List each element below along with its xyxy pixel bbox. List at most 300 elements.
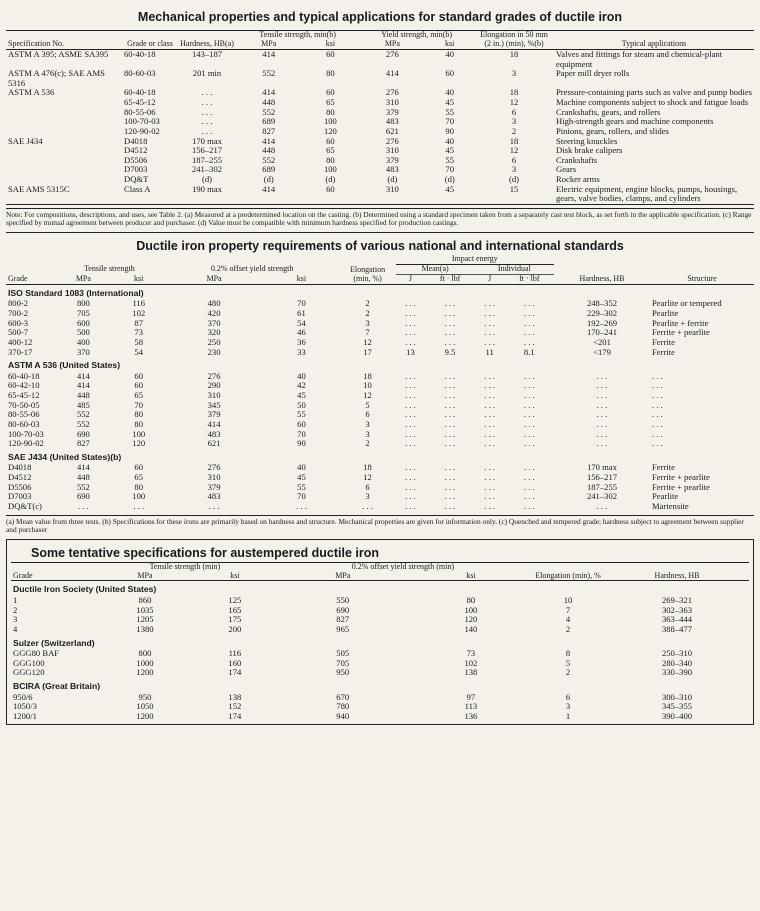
impact-mean-ftlbf-cell: . . .: [444, 317, 456, 328]
tensile-mpa-cell: 705: [76, 308, 90, 319]
elongation-cell: 12: [363, 336, 372, 347]
group-heading: ASTM A 536 (United States): [8, 360, 121, 371]
elongation-cell: 2: [565, 623, 571, 634]
tensile-ksi-cell: 80: [326, 154, 335, 165]
yield-mpa-cell: 550: [336, 595, 350, 606]
hardness-cell: 388–477: [661, 623, 693, 634]
hardness-cell: . . .: [596, 428, 608, 439]
impact-indiv-j-cell: . . .: [484, 370, 496, 381]
impact-indiv-j-cell: . . .: [484, 500, 496, 511]
elongation-cell: 18: [509, 87, 519, 98]
spec-cell: [6, 98, 122, 108]
yield-ksi-cell: 40: [297, 462, 306, 473]
spec-cell: ASTM A 395; ASME SA395: [8, 48, 109, 59]
yield-ksi-cell: 55: [445, 106, 455, 117]
group-heading: SAE J434 (United States)(b): [8, 451, 122, 462]
yield-ksi-cell: 97: [466, 691, 476, 702]
table1-note: Note: For compositions, descriptions, and uses, see Table 2. (a) Measured at a predetermined location on the casting. (b) Determined using a standard specimen taken from a separately cast test block, as set forth in the applicable specification. (c) Range specified by mutual agreement between producer and purchaser. (d) Value must be compatible with minimum hardness specified for production castings.: [6, 208, 754, 228]
table-row: [6, 348, 754, 358]
grade-cell: 65-45-12: [124, 97, 156, 108]
application-cell: Steering knuckles: [556, 135, 618, 146]
tensile-mpa-cell: 827: [76, 438, 90, 449]
impact-indiv-ftlbf-cell: . . .: [523, 491, 535, 502]
impact-mean-j-cell: . . .: [405, 370, 416, 381]
structure-cell: . . .: [652, 380, 663, 391]
impact-mean-ftlbf-cell: . . .: [444, 298, 456, 309]
structure-cell: Pearlite: [652, 491, 679, 502]
grade-cell: 950/6: [13, 691, 33, 702]
yield-ksi-cell: 138: [464, 667, 478, 678]
grade-cell: 100-70-03: [8, 428, 44, 439]
table-row: [6, 430, 754, 440]
table2-header-ys-ksi: ksi: [296, 273, 307, 283]
application-cell: Electric equipment, engine blocks, pumps, housings, gears, valve bodies, clamps, and cylinders: [556, 183, 738, 204]
yield-ksi-cell: 70: [297, 428, 306, 439]
structure-cell: Ferrite: [652, 346, 675, 357]
impact-mean-ftlbf-cell: . . .: [444, 428, 456, 439]
table2-header-hardness: Hardness, HB: [579, 273, 625, 283]
table-row: [6, 49, 754, 69]
tensile-ksi-cell: 80: [326, 106, 335, 117]
tensile-mpa-cell: 827: [262, 125, 276, 136]
table-row: [11, 625, 749, 635]
impact-indiv-ftlbf-cell: . . .: [523, 370, 535, 381]
tensile-ksi-cell: 80: [134, 409, 144, 420]
hardness-cell: 241–302: [191, 164, 223, 175]
tensile-ksi-cell: 60: [326, 183, 335, 194]
grade-cell: 60-40-18: [124, 48, 156, 59]
grade-cell: DQ&T(c): [8, 500, 42, 511]
spec-cell: [6, 156, 122, 166]
hardness-cell: 300–310: [661, 691, 693, 702]
hardness-cell: . . .: [596, 438, 608, 449]
impact-indiv-j-cell: . . .: [484, 491, 496, 502]
yield-mpa-cell: 379: [207, 481, 221, 492]
table2-header-indiv-j: J: [488, 273, 492, 283]
table-row: [6, 473, 754, 483]
tensile-ksi-cell: 174: [228, 667, 242, 678]
hardness-cell: 187–255: [191, 154, 223, 165]
grade-cell: 80-60-03: [124, 68, 156, 79]
tensile-mpa-cell: 1200: [136, 710, 154, 721]
impact-indiv-j-cell: . . .: [484, 336, 496, 347]
hardness-cell: (d): [201, 174, 213, 185]
yield-mpa-cell: 950: [336, 667, 350, 678]
impact-indiv-ftlbf-cell: . . .: [523, 418, 535, 429]
table3-header-ys-ksi: ksi: [466, 570, 476, 580]
yield-ksi-cell: 60: [297, 418, 306, 429]
hardness-cell: . . .: [596, 399, 608, 410]
impact-mean-ftlbf-cell: . . .: [444, 472, 456, 483]
hardness-cell: 156–217: [191, 145, 223, 156]
elongation-cell: 18: [363, 462, 372, 473]
elongation-cell: 3: [365, 428, 370, 439]
group-row: [11, 635, 749, 650]
yield-mpa-cell: 345: [207, 399, 221, 410]
hardness-cell: 170–241: [586, 327, 618, 338]
tensile-mpa-cell: 860: [138, 595, 152, 606]
grade-cell: 80-60-03: [8, 418, 40, 429]
impact-indiv-ftlbf-cell: . . .: [523, 472, 535, 483]
grade-cell: 60-40-18: [8, 370, 40, 381]
table3-header-tensile: Tensile strength (min): [149, 561, 221, 571]
yield-mpa-cell: 276: [385, 135, 399, 146]
grade-cell: GGG100: [13, 657, 45, 668]
yield-ksi-cell: 70: [445, 164, 455, 175]
tensile-mpa-cell: 414: [262, 48, 276, 59]
yield-ksi-cell: 50: [297, 399, 306, 410]
yield-ksi-cell: 40: [445, 87, 455, 98]
tensile-ksi-cell: 120: [323, 125, 337, 136]
yield-mpa-cell: 827: [336, 614, 350, 625]
spec-cell: [6, 146, 122, 156]
hardness-cell: 302–363: [661, 604, 693, 615]
table-row: [11, 649, 749, 659]
yield-ksi-cell: 42: [297, 380, 306, 391]
application-cell: Machine components subject to shock and fatigue loads: [556, 97, 749, 108]
grade-cell: 80-55-06: [124, 106, 156, 117]
impact-mean-j-cell: . . .: [405, 399, 416, 410]
table-row: [6, 492, 754, 502]
tensile-ksi-cell: 80: [134, 481, 144, 492]
table-row: [6, 372, 754, 382]
hardness-cell: . . .: [596, 370, 608, 381]
table-row: [6, 156, 754, 166]
table1-header-hardness: Hardness, HB(a): [180, 38, 234, 48]
table3-header-ys-mpa: MPa: [335, 570, 351, 580]
elongation-cell: 6: [511, 154, 517, 165]
yield-mpa-cell: 940: [336, 710, 350, 721]
tensile-mpa-cell: 414: [262, 135, 276, 146]
hardness-cell: . . .: [596, 390, 608, 401]
impact-indiv-j-cell: . . .: [484, 438, 496, 449]
yield-ksi-cell: 55: [445, 154, 455, 165]
grade-cell: 100-70-03: [124, 116, 160, 127]
yield-ksi-cell: 55: [297, 481, 306, 492]
elongation-cell: 2: [565, 667, 571, 678]
impact-mean-j-cell: . . .: [405, 491, 416, 502]
impact-indiv-j-cell: . . .: [484, 390, 496, 401]
table2-header-mean-j: J: [408, 273, 413, 283]
yield-ksi-cell: 113: [464, 701, 478, 712]
yield-mpa-cell: 480: [207, 298, 221, 309]
yield-mpa-cell: 505: [336, 648, 350, 659]
spec-cell: SAE J434: [8, 135, 43, 146]
table1-header-yield: Yield strength, min(b): [381, 30, 453, 39]
yield-mpa-cell: 414: [207, 418, 221, 429]
hardness-cell: 248–352: [586, 298, 618, 309]
table-row: [11, 712, 749, 722]
tensile-ksi-cell: 138: [228, 691, 242, 702]
tensile-ksi-cell: 65: [134, 472, 144, 483]
impact-indiv-ftlbf-cell: . . .: [523, 336, 535, 347]
table1-header-ts-mpa: MPa: [261, 38, 277, 48]
table-row: [11, 702, 749, 712]
tensile-mpa-cell: 414: [76, 380, 90, 391]
table2-header-mean: Mean(a): [396, 264, 475, 274]
table2-header-mean-ftlbf: ft · lbf: [439, 273, 461, 283]
yield-mpa-cell: 276: [207, 462, 221, 473]
elongation-cell: 12: [509, 145, 519, 156]
table2-header-grade: Grade: [8, 273, 28, 283]
impact-mean-j-cell: . . .: [405, 317, 416, 328]
grade-cell: 500-7: [8, 327, 29, 338]
grade-cell: D4018: [124, 135, 148, 146]
structure-cell: Ferrite: [652, 462, 675, 473]
yield-mpa-cell: 290: [207, 380, 221, 391]
table3-header-ts-mpa: MPa: [137, 570, 153, 580]
elongation-cell: 6: [365, 409, 370, 420]
yield-ksi-cell: 45: [445, 97, 455, 108]
hardness-cell: 170 max: [192, 135, 222, 146]
tensile-mpa-cell: 1380: [136, 623, 154, 634]
table2: [6, 255, 754, 512]
grade-cell: D7003: [8, 491, 32, 502]
impact-mean-ftlbf-cell: . . .: [444, 438, 456, 449]
impact-indiv-j-cell: 11: [485, 346, 494, 357]
hardness-cell: 170 max: [587, 462, 617, 473]
tensile-mpa-cell: 448: [262, 145, 276, 156]
tensile-mpa-cell: 370: [76, 346, 90, 357]
tensile-mpa-cell: (d): [263, 174, 274, 185]
yield-mpa-cell: 414: [385, 68, 399, 79]
hardness-cell: . . .: [201, 125, 213, 136]
grade-cell: 700-2: [8, 308, 29, 319]
structure-cell: . . .: [652, 390, 663, 401]
tensile-ksi-cell: 80: [134, 418, 144, 429]
hardness-cell: <201: [593, 336, 611, 347]
yield-ksi-cell: 102: [464, 657, 478, 668]
tensile-ksi-cell: 73: [134, 327, 144, 338]
yield-mpa-cell: 310: [385, 145, 399, 156]
grade-cell: 120-90-02: [8, 438, 44, 449]
table-row: [6, 502, 754, 512]
yield-mpa-cell: 483: [207, 428, 221, 439]
impact-indiv-ftlbf-cell: . . .: [523, 462, 535, 473]
tensile-mpa-cell: 800: [138, 648, 152, 659]
table-row: [6, 328, 754, 338]
table2-body: [6, 284, 754, 511]
yield-ksi-cell: 46: [297, 327, 306, 338]
yield-mpa-cell: 276: [207, 370, 221, 381]
yield-mpa-cell: 483: [385, 116, 399, 127]
table3-body: [11, 581, 749, 722]
hardness-cell: 192–269: [586, 317, 618, 328]
yield-mpa-cell: 705: [336, 657, 350, 668]
impact-mean-ftlbf-cell: . . .: [444, 409, 456, 420]
impact-indiv-j-cell: . . .: [484, 399, 496, 410]
impact-mean-j-cell: . . .: [405, 336, 416, 347]
tensile-ksi-cell: 70: [134, 399, 144, 410]
grade-cell: 800-2: [8, 298, 29, 309]
yield-mpa-cell: 420: [207, 308, 221, 319]
impact-indiv-ftlbf-cell: . . .: [523, 409, 535, 420]
structure-cell: . . .: [652, 399, 663, 410]
impact-mean-j-cell: . . .: [405, 481, 416, 492]
application-cell: Pressure-containing parts such as valve and pump bodies: [556, 87, 752, 98]
impact-indiv-ftlbf-cell: . . .: [523, 428, 535, 439]
structure-cell: Ferrite + pearlite: [652, 327, 710, 338]
hardness-cell: 250–310: [661, 648, 693, 659]
elongation-cell: (d): [508, 174, 520, 185]
group-heading: Sulzer (Switzerland): [13, 637, 95, 648]
tensile-ksi-cell: 60: [326, 87, 335, 98]
table-row: [6, 185, 754, 205]
elongation-cell: 2: [365, 298, 370, 309]
elongation-cell: 15: [509, 183, 519, 194]
hardness-cell: . . .: [201, 116, 213, 127]
tensile-ksi-cell: . . .: [133, 500, 145, 511]
impact-mean-ftlbf-cell: . . .: [444, 481, 456, 492]
yield-mpa-cell: 690: [336, 604, 350, 615]
grade-cell: Class A: [124, 183, 151, 194]
table1-header-applications: Typical applications: [621, 38, 687, 48]
table3-title: Some tentative specifications for austempered ductile iron: [31, 545, 380, 560]
grade-cell: 120-90-02: [124, 125, 160, 136]
grade-cell: D5506: [8, 481, 32, 492]
tensile-mpa-cell: 800: [76, 298, 90, 309]
yield-mpa-cell: 370: [207, 317, 221, 328]
table2-header-yield: 0.2% offset yield strength: [210, 264, 294, 274]
hardness-cell: . . .: [201, 87, 213, 98]
impact-mean-ftlbf-cell: 9.5: [444, 346, 456, 357]
impact-mean-ftlbf-cell: . . .: [444, 491, 456, 502]
yield-ksi-cell: 120: [464, 614, 478, 625]
elongation-cell: 10: [563, 595, 573, 606]
tensile-ksi-cell: 160: [228, 657, 242, 668]
hardness-cell: 280–340: [661, 657, 693, 668]
table2-header-indiv-ftlbf: ft · lbf: [519, 273, 540, 283]
grade-cell: D4512: [124, 145, 148, 156]
grade-cell: 400-12: [8, 336, 33, 347]
grade-cell: 60-42-10: [8, 380, 40, 391]
hardness-cell: . . .: [596, 500, 608, 511]
table2-header-tensile: Tensile strength: [83, 264, 135, 274]
impact-mean-j-cell: 13: [406, 346, 415, 357]
impact-indiv-ftlbf-cell: . . .: [523, 298, 535, 309]
table3: [11, 562, 749, 722]
table-row: [6, 309, 754, 319]
table-row: [11, 606, 749, 616]
elongation-cell: 18: [509, 135, 519, 146]
impact-indiv-ftlbf-cell: . . .: [523, 438, 535, 449]
grade-cell: 60-40-18: [124, 87, 156, 98]
tensile-ksi-cell: 165: [228, 604, 242, 615]
impact-mean-j-cell: . . .: [405, 298, 416, 309]
tensile-ksi-cell: 58: [134, 336, 144, 347]
yield-ksi-cell: 100: [464, 604, 478, 615]
tensile-mpa-cell: 689: [262, 116, 276, 127]
yield-ksi-cell: 60: [445, 68, 455, 79]
impact-mean-j-cell: . . .: [405, 462, 416, 473]
yield-ksi-cell: 70: [297, 491, 306, 502]
grade-cell: GGG80 BAF: [13, 648, 60, 659]
yield-ksi-cell: 73: [466, 648, 476, 659]
impact-mean-j-cell: . . .: [405, 428, 416, 439]
tensile-mpa-cell: 1200: [136, 667, 154, 678]
tensile-mpa-cell: 500: [76, 327, 90, 338]
structure-cell: Pearlite + ferrite: [652, 317, 709, 328]
tensile-mpa-cell: 400: [76, 336, 90, 347]
spec-cell: ASTM A 476(c); SAE AMS 5316: [8, 68, 105, 88]
grade-cell: 1200/1: [13, 710, 37, 721]
table-row: [6, 391, 754, 401]
impact-mean-j-cell: . . .: [405, 500, 416, 511]
table-row: [6, 319, 754, 329]
grade-cell: 600-3: [8, 317, 29, 328]
table2-title: Ductile iron property requirements of various national and international standards: [6, 232, 754, 253]
elongation-cell: 18: [363, 370, 372, 381]
impact-mean-j-cell: . . .: [405, 418, 416, 429]
structure-cell: Ferrite + pearlite: [652, 472, 710, 483]
tensile-ksi-cell: 100: [323, 116, 337, 127]
yield-mpa-cell: 621: [207, 438, 221, 449]
tensile-ksi-cell: 60: [326, 48, 335, 59]
tensile-ksi-cell: 125: [228, 595, 242, 606]
impact-mean-j-cell: . . .: [405, 380, 416, 391]
impact-mean-ftlbf-cell: . . .: [444, 336, 456, 347]
tensile-ksi-cell: 87: [134, 317, 144, 328]
elongation-cell: 7: [565, 604, 571, 615]
spec-cell: [6, 117, 122, 127]
tensile-mpa-cell: 552: [262, 154, 276, 165]
yield-ksi-cell: 136: [464, 710, 478, 721]
tensile-ksi-cell: 100: [323, 164, 337, 175]
table2-header-structure: Structure: [687, 273, 717, 283]
impact-mean-ftlbf-cell: . . .: [444, 308, 456, 319]
grade-cell: 1050/3: [13, 701, 37, 712]
elongation-cell: 8: [565, 648, 571, 659]
impact-mean-ftlbf-cell: . . .: [444, 327, 456, 338]
yield-ksi-cell: . . .: [296, 500, 307, 511]
elongation-cell: 3: [365, 418, 370, 429]
yield-ksi-cell: 40: [297, 370, 306, 381]
elongation-cell: 3: [565, 701, 571, 712]
impact-indiv-ftlbf-cell: . . .: [523, 317, 535, 328]
tensile-ksi-cell: 116: [132, 298, 146, 309]
impact-mean-j-cell: . . .: [405, 390, 416, 401]
elongation-cell: 3: [365, 317, 370, 328]
application-cell: Paper mill dryer rolls: [556, 68, 630, 79]
elongation-cell: 2: [511, 125, 517, 136]
tensile-mpa-cell: 414: [76, 370, 90, 381]
application-cell: Gears: [556, 164, 577, 175]
tensile-mpa-cell: 448: [76, 472, 90, 483]
group-heading: ISO Standard 1083 (International): [8, 287, 144, 298]
tensile-mpa-cell: 1205: [136, 614, 154, 625]
yield-ksi-cell: 45: [297, 390, 306, 401]
tensile-mpa-cell: 690: [76, 491, 90, 502]
elongation-cell: 5: [565, 657, 571, 668]
yield-mpa-cell: 379: [385, 106, 399, 117]
table3-header-ts-ksi: ksi: [230, 570, 240, 580]
tensile-mpa-cell: 552: [262, 106, 276, 117]
tensile-ksi-cell: 60: [326, 135, 335, 146]
yield-ksi-cell: 80: [466, 595, 476, 606]
tensile-ksi-cell: 174: [228, 710, 242, 721]
yield-mpa-cell: 379: [385, 154, 399, 165]
yield-mpa-cell: 310: [207, 472, 221, 483]
application-cell: Disk brake calipers: [556, 145, 623, 156]
elongation-cell: 3: [511, 68, 517, 79]
table-row: [6, 338, 754, 348]
application-cell: Pinions, gears, rollers, and slides: [556, 125, 669, 136]
grade-cell: 70-50-05: [8, 399, 40, 410]
table2-note: (a) Mean value from three tests. (b) Specifications for these irons are primarily based on hardness and structure. Mechanical properties are given for information only. (c) Quenched and tempered grade; hardness subject to agreement between supplier and purchaser: [6, 515, 754, 535]
impact-indiv-j-cell: . . .: [484, 327, 496, 338]
application-cell: Valves and fittings for steam and chemical-plant equipment: [556, 48, 723, 69]
elongation-cell: . . .: [362, 500, 373, 511]
